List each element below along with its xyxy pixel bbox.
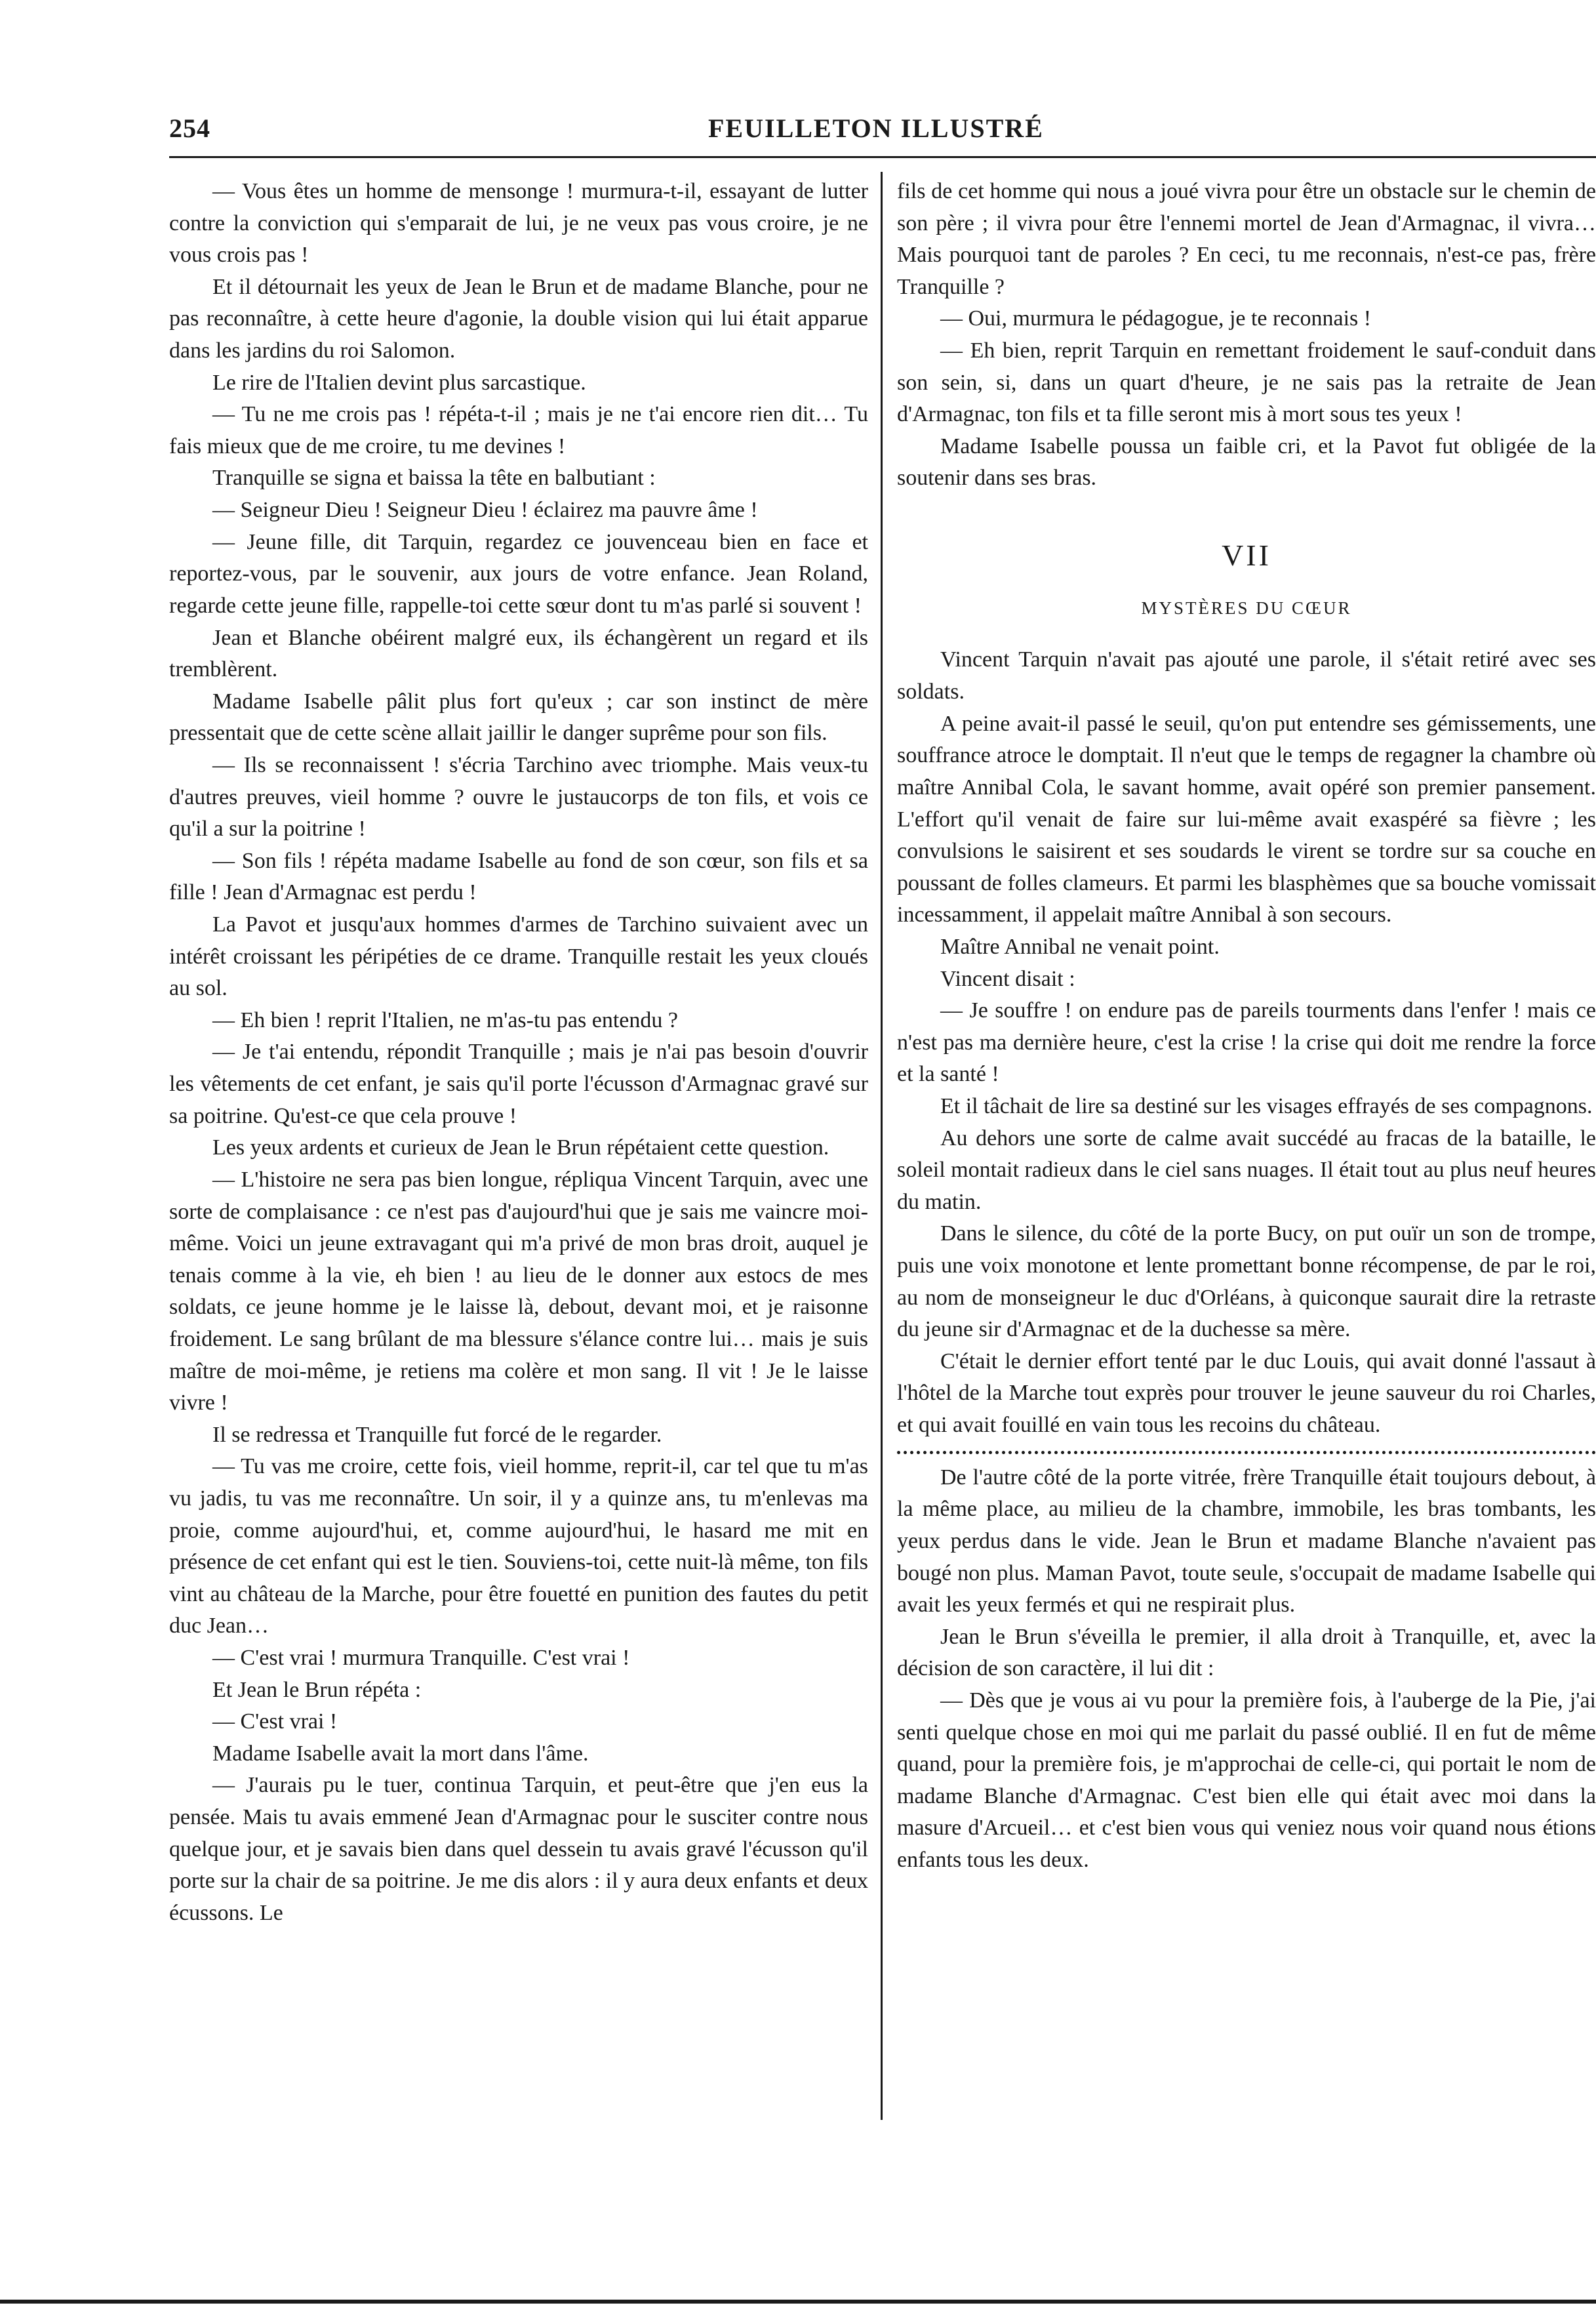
- paragraph: La Pavot et jusqu'aux hommes d'armes de Tarchino suivaient avec un intérêt croissant les péripéties de ce drame. Tranquille restait les yeux cloués au sol.: [169, 912, 868, 1001]
- paragraph: — Oui, murmura le pédagogue, je te reconnais !: [940, 306, 1372, 331]
- paragraph: — Tu vas me croire, cette fois, vieil homme, reprit-il, car tel que tu m'as vu jadis, tu vas me reconnaître. Un soir, il y a quinze ans, tu m'enlevas ma proie, comme aujourd'hui, et, comme aujourd'hui, le hasard me mit en présence de cet enfant qui est le tien. Souviens-toi, cette nuit-là même, ton fils vint au château de la Marche, pour être fouetté en punition des fautes du petit duc Jean…: [169, 1454, 868, 1638]
- footer-rule: [0, 2300, 1596, 2304]
- running-head: FEUILLETON ILLUSTRÉ: [708, 113, 1044, 143]
- paragraph: — Vous êtes un homme de mensonge ! murmura-t-il, essayant de lutter contre la conviction qui s'emparait de lui, je ne veux pas vous croire, je ne vous crois pas !: [169, 179, 868, 268]
- paragraph: — L'histoire ne sera pas bien longue, répliqua Vincent Tarquin, avec une sorte de complaisance : ce n'est pas d'aujourd'hui que je sais me vaincre moi-même. Voici un jeune extravagant qui m'a privé de mon bras droit, auquel je tenais comme à la vie, eh bien ! au lieu de le donner aux estocs de mes soldats, ce jeune homme je le laisse là, debout, devant moi, et je raisonne froidement. Le sang brûlant de ma blessure s'élance contre lui… mais je suis maître de moi-même, je retiens ma colère et mon sang. Il vit ! Je le laisse vivre !: [169, 1167, 868, 1415]
- paragraph: — J'aurais pu le tuer, continua Tarquin, et peut-être que j'en eus la pensée. Mais tu avais emmené Jean d'Armagnac pour le susciter contre nous quelque jour, et je savais bien dans quel dessein tu avais gravé l'écusson qu'il porte sur la chair de sa poitrine. Je me dis alors : il y aura deux enfants et deux écussons. Le: [169, 1773, 868, 1925]
- paragraph: Le rire de l'Italien devint plus sarcastique.: [212, 370, 586, 395]
- paragraph: — Tu ne me crois pas ! répéta-t-il ; mais je ne t'ai encore rien dit… Tu fais mieux que de me croire, tu me devines !: [169, 402, 868, 458]
- paragraph: Au dehors une sorte de calme avait succédé au fracas de la bataille, le soleil montait radieux dans le ciel sans nuages. Il était tout au plus neuf heures du matin.: [897, 1126, 1596, 1214]
- paragraph: Madame Isabelle poussa un faible cri, et la Pavot fut obligée de la soutenir dans ses bras.: [897, 434, 1596, 491]
- paragraph: — Je t'ai entendu, répondit Tranquille ; mais je n'ai pas besoin d'ouvrir les vêtements de cet enfant, je sais qu'il porte l'écusson d'Armagnac gravé sur sa poitrine. Qu'est-ce que cela prouve !: [169, 1040, 868, 1128]
- paragraph: Tranquille se signa et baissa la tête en balbutiant :: [212, 466, 656, 491]
- paragraph: — C'est vrai ! murmura Tranquille. C'est vrai !: [212, 1646, 630, 1671]
- header-rule: [169, 156, 1596, 158]
- paragraph: — Dès que je vous ai vu pour la première fois, à l'auberge de la Pie, j'ai senti quelque chose en moi qui me parlait du passé oublié. Il en fut de même quand, pour la première fois, je m'approchai de celle-ci, qui portait le nom de madame Blanche d'Armagnac. C'est bien elle qui était avec moi dans la masure d'Arcueil… et c'est bien vous qui veniez nous voir quand nous étions enfants tous les deux.: [897, 1688, 1596, 1873]
- paragraph: — Eh bien ! reprit l'Italien, ne m'as-tu pas entendu ?: [212, 1007, 678, 1032]
- paragraph: — Seigneur Dieu ! Seigneur Dieu ! éclairez ma pauvre âme !: [212, 498, 758, 523]
- paragraph: — Jeune fille, dit Tarquin, regardez ce jouvenceau bien en face et reportez-vous, par le souvenir, aux jours de votre enfance. Jean Roland, regarde cette jeune fille, rappelle-toi cette sœur dont tu m'as parlé si souvent !: [169, 529, 868, 618]
- paragraph: Il se redressa et Tranquille fut forcé de le regarder.: [212, 1422, 662, 1447]
- paragraph: — Eh bien, reprit Tarquin en remettant froidement le sauf-conduit dans son sein, si, dans un quart d'heure, je ne sais pas la retraite de Jean d'Armagnac, ton fils et ta fille seront mis à mort sous tes yeux !: [897, 338, 1596, 427]
- page-number: 254: [169, 113, 210, 143]
- paragraph: Et Jean le Brun répéta :: [212, 1677, 422, 1702]
- paragraph: A peine avait-il passé le seuil, qu'on put entendre ses gémissements, une souffrance atroce le domptait. Il n'eut que le temps de regagner la chambre où maître Annibal Cola, le savant homme, avait opéré son premier pansement. L'effort qu'il venait de faire sur lui-même avait exaspéré sa fièvre ; les convulsions le saisirent et ses soudards le virent se tordre sur sa couche en poussant de folles clameurs. Et parmi les blasphèmes que sa bouche vomissait incessamment, il appelait maître Annibal à son secours.: [897, 711, 1596, 927]
- paragraph: Jean le Brun s'éveilla le premier, il alla droit à Tranquille, et, avec la décision de son caractère, il lui dit :: [897, 1624, 1596, 1681]
- paragraph: Maître Annibal ne venait point.: [940, 934, 1220, 959]
- chapter-number: VII: [1222, 539, 1271, 573]
- paragraph: — Je souffre ! on endure pas de pareils tourments dans l'enfer ! mais ce n'est pas ma dernière heure, c'est la crise ! la crise qui doit me rendre la force et la santé !: [897, 998, 1596, 1087]
- left-column: [169, 176, 868, 1930]
- dotted-separator: [897, 1451, 1596, 1454]
- chapter-title: MYSTÈRES DU CŒUR: [1141, 598, 1352, 618]
- paragraph: — Ils se reconnaissent ! s'écria Tarchino avec triomphe. Mais veux-tu d'autres preuves, vieil homme ? ouvre le justaucorps de ton fils, et vois ce qu'il a sur la poitrine !: [169, 752, 868, 842]
- column-rule: [881, 172, 883, 2120]
- right-column: [897, 176, 1596, 1877]
- paragraph: Les yeux ardents et curieux de Jean le Brun répétaient cette question.: [212, 1135, 829, 1160]
- paragraph: Vincent disait :: [940, 966, 1075, 991]
- paragraph: Vincent Tarquin n'avait pas ajouté une parole, il s'était retiré avec ses soldats.: [897, 647, 1596, 704]
- paragraph: — Son fils ! répéta madame Isabelle au fond de son cœur, son fils et sa fille ! Jean d'Armagnac est perdu !: [169, 848, 868, 905]
- paragraph: C'était le dernier effort tenté par le duc Louis, qui avait donné l'assaut à l'hôtel de la Marche tout exprès pour trouver le jeune sauveur du roi Charles, et qui avait fouillé en vain tous les recoins du château.: [897, 1349, 1596, 1438]
- paragraph: fils de cet homme qui nous a joué vivra pour être un obstacle sur le chemin de son père ; il vivra pour être l'ennemi mortel de Jean d'Armagnac, il vivra… Mais pourquoi tant de paroles ? En ceci, tu me reconnais, n'est-ce pas, frère Tranquille ?: [897, 179, 1596, 299]
- paragraph: — C'est vrai !: [212, 1709, 338, 1734]
- paragraph: Dans le silence, du côté de la porte Bucy, on put ouïr un son de trompe, puis une voix monotone et lente promettant bonne récompense, de par le roi, au nom de monseigneur le duc d'Orléans, à quiconque saurait dire la retraste du jeune sir d'Armagnac et de la duchesse sa mère.: [897, 1221, 1596, 1342]
- paragraph: Et il tâchait de lire sa destiné sur les visages effrayés de ses compagnons.: [940, 1094, 1593, 1118]
- paragraph: Et il détournait les yeux de Jean le Brun et de madame Blanche, pour ne pas reconnaître, à cette heure d'agonie, la double vision qui lui était apparue dans les jardins du roi Salomon.: [169, 274, 868, 363]
- paragraph: De l'autre côté de la porte vitrée, frère Tranquille était toujours debout, à la même place, au milieu de la chambre, immobile, les bras tombants, les yeux perdus dans le vide. Jean le Brun et madame Blanche n'avaient pas bougé non plus. Maman Pavot, toute seule, s'occupait de madame Isabelle qui avait les yeux fermés et qui ne respirait plus.: [897, 1465, 1596, 1617]
- paragraph: Madame Isabelle pâlit plus fort qu'eux ; car son instinct de mère pressentait que de cette scène allait jaillir le danger suprême pour son fils.: [169, 689, 868, 746]
- paragraph: Madame Isabelle avait la mort dans l'âme.: [212, 1741, 589, 1766]
- paragraph: Jean et Blanche obéirent malgré eux, ils échangèrent un regard et ils tremblèrent.: [169, 625, 868, 682]
